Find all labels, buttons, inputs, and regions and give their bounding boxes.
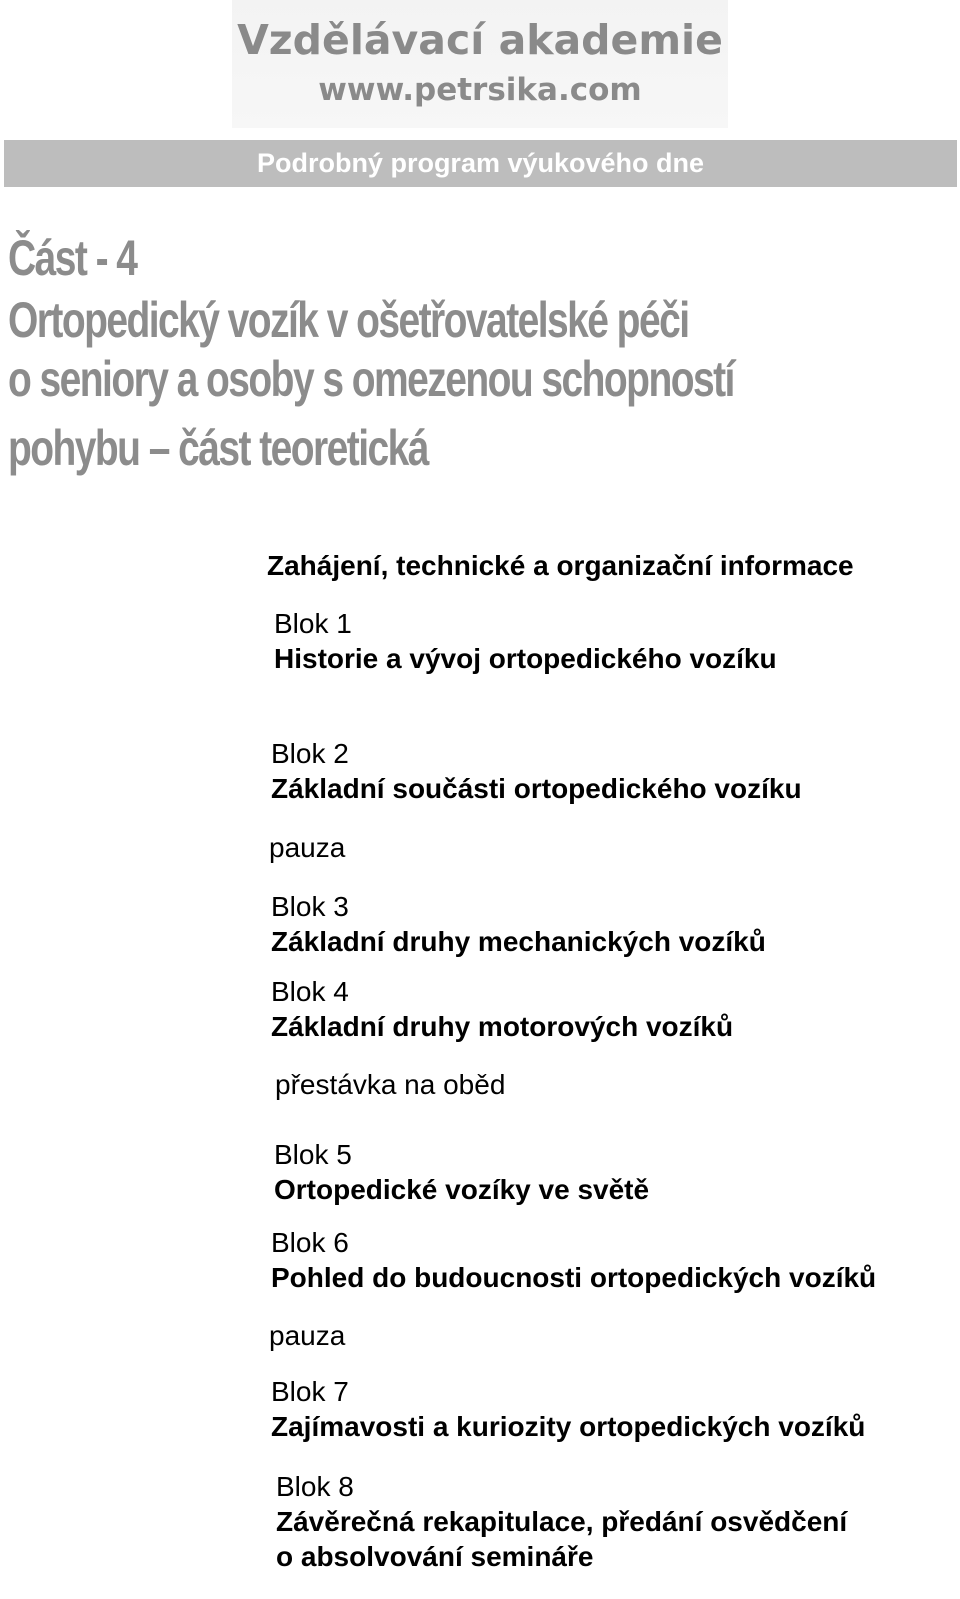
block-4-title: Základní druhy motorových vozíků — [271, 1011, 734, 1042]
banner-title: Podrobný program výukového dne — [256, 148, 705, 178]
part-title-line-3: pohybu – část teoretická — [8, 420, 428, 476]
block-1-title: Historie a vývoj ortopedického vozíku — [274, 643, 777, 674]
academy-logo — [232, 0, 728, 128]
block-8-title: Závěrečná rekapitulace, předání osvědčení — [276, 1506, 848, 1537]
block-2-title: Základní součásti ortopedického vozíku — [271, 773, 802, 804]
part-title-line-2: o seniory a osoby s omezenou schopností — [8, 351, 734, 407]
block-7-label: Blok 7 — [271, 1376, 349, 1407]
logo-title: Vzdělávací akademie — [237, 16, 723, 64]
block-3-label: Blok 3 — [271, 891, 349, 922]
program-intro: Zahájení, technické a organizační informace — [267, 550, 854, 581]
logo-url: www.petrsika.com — [318, 72, 642, 108]
block-8-title-line-2: o absolvování semináře — [276, 1541, 594, 1572]
block-3-title: Základní druhy mechanických vozíků — [271, 926, 766, 957]
pause-1: pauza — [269, 832, 346, 863]
pause-2: pauza — [269, 1320, 346, 1351]
program-banner — [4, 140, 957, 187]
lunch-break: přestávka na oběd — [275, 1069, 506, 1100]
block-8-label: Blok 8 — [276, 1471, 354, 1502]
block-6-label: Blok 6 — [271, 1227, 349, 1258]
block-4-label: Blok 4 — [271, 976, 349, 1007]
block-6-title: Pohled do budoucnosti ortopedických vozíků — [271, 1262, 877, 1293]
block-2-label: Blok 2 — [271, 738, 349, 769]
block-1-label: Blok 1 — [274, 608, 352, 639]
block-7-title: Zajímavosti a kuriozity ortopedických vozíků — [271, 1411, 866, 1442]
part-number: Část - 4 — [8, 230, 137, 286]
part-title-line-1: Ortopedický vozík v ošetřovatelské péči — [8, 292, 689, 348]
block-5-title: Ortopedické vozíky ve světě — [274, 1174, 650, 1205]
block-5-label: Blok 5 — [274, 1139, 352, 1170]
